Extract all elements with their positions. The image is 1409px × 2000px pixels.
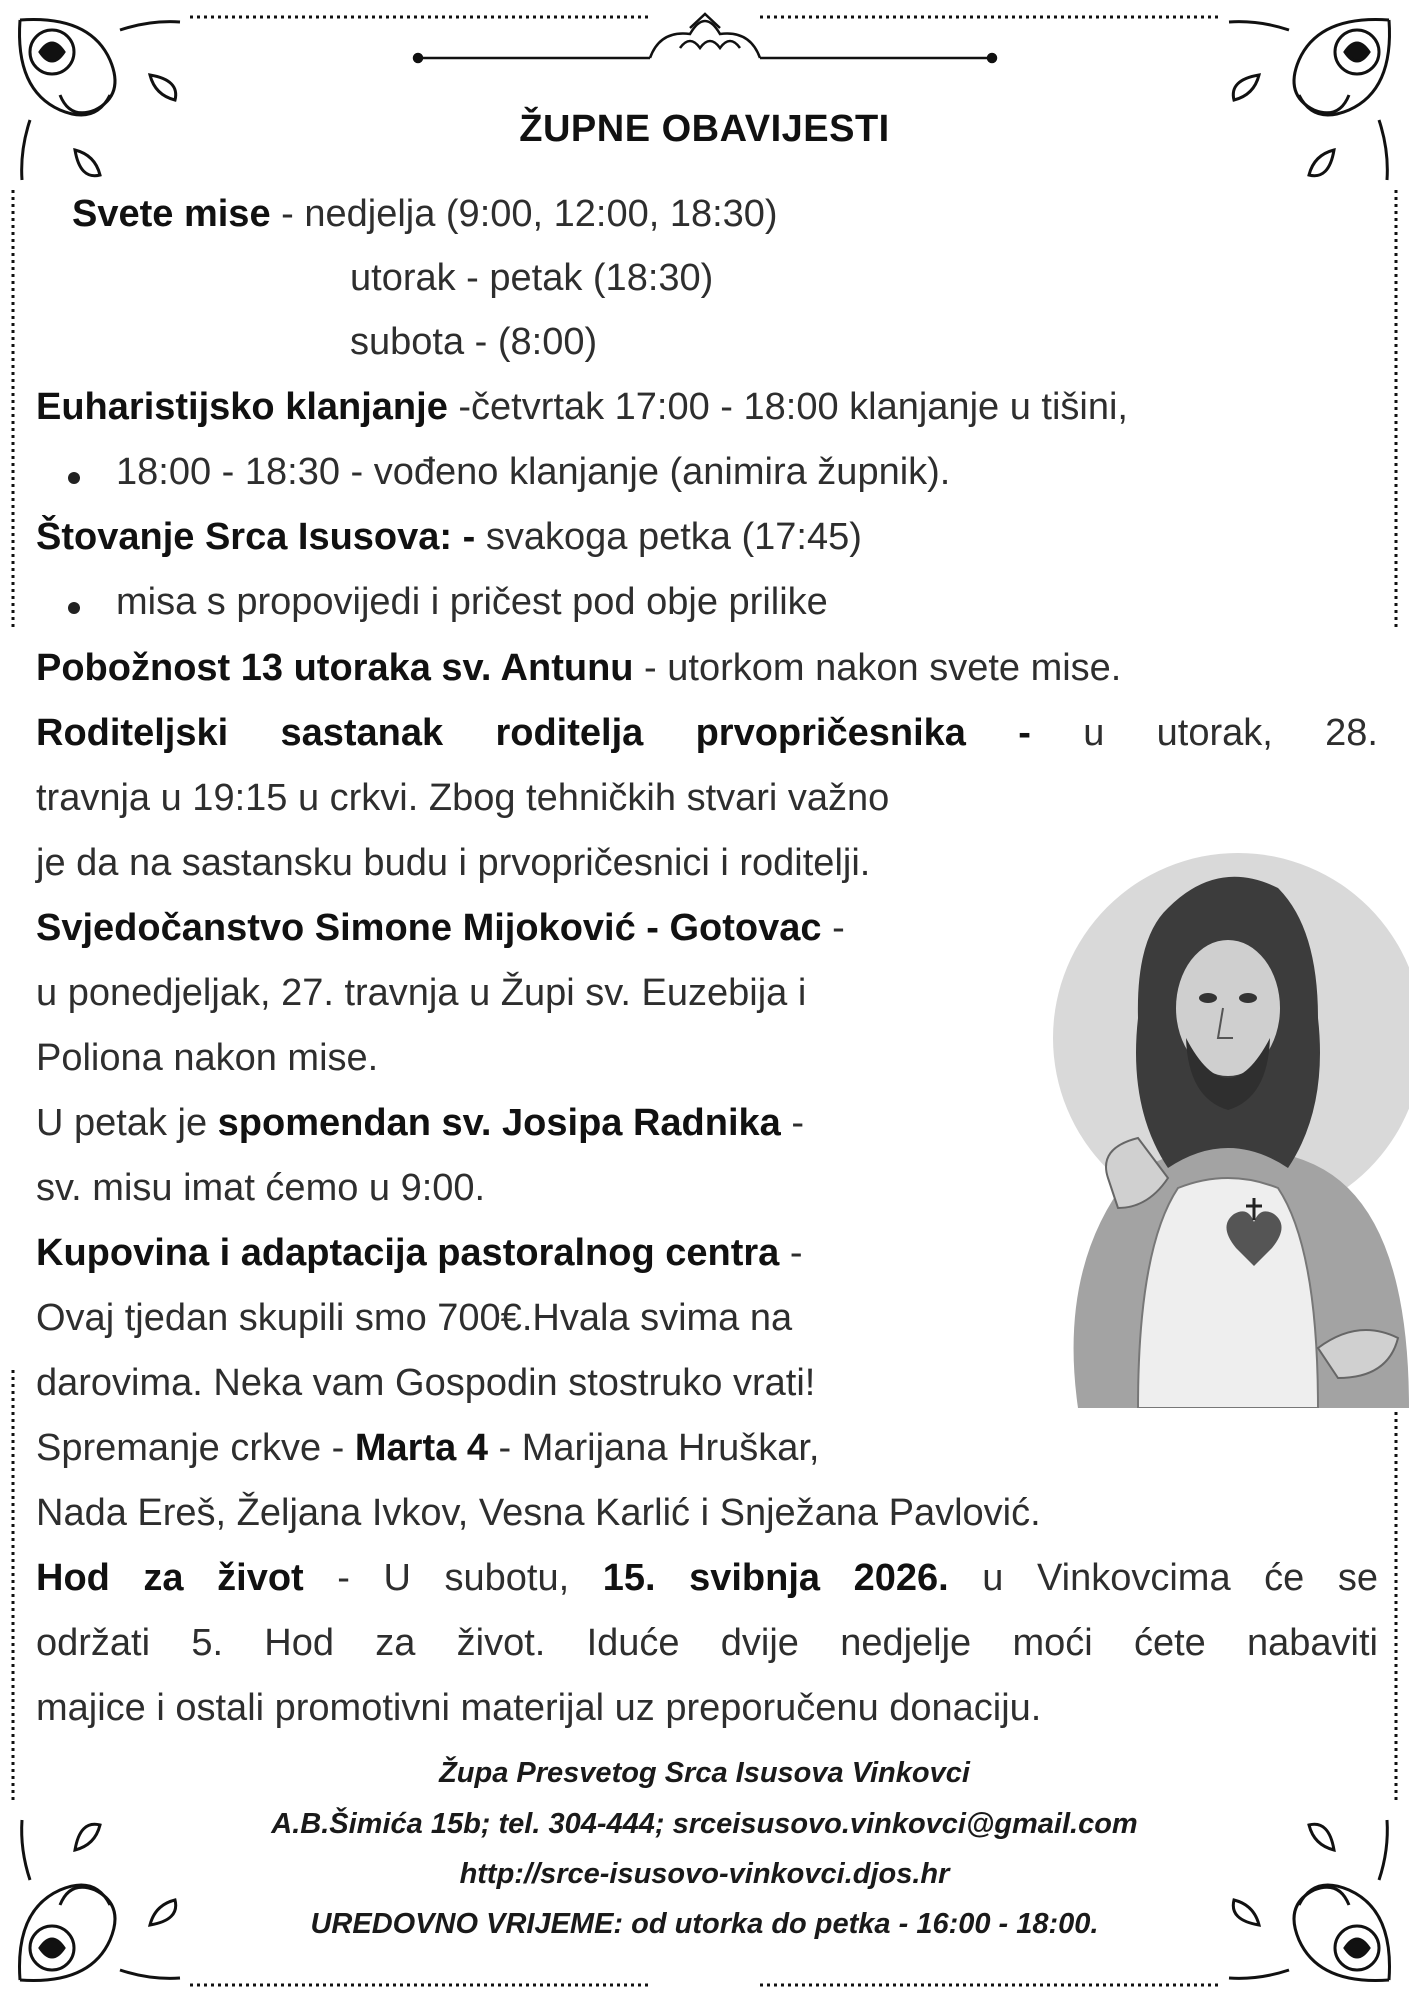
testimony-label: Svjedočanstvo Simone Mijoković - Gotovac <box>36 907 822 949</box>
cleaning-line <box>36 1426 820 1470</box>
mass-saturday: subota - (8:00) <box>350 321 598 363</box>
page-title: ŽUPNE OBAVIJESTI <box>519 108 890 150</box>
sacred-heart-text: svakoga petka (17:45) <box>475 516 862 558</box>
walk-end: u Vinkovcima će se <box>948 1557 1378 1599</box>
anthony-text: - utorkom nakon svete mise. <box>633 647 1122 689</box>
walk-date: 15. svibnja 2026. <box>602 1557 949 1599</box>
mass-times-line <box>72 192 778 236</box>
center-dash: - <box>779 1232 803 1274</box>
bullet-icon <box>68 602 80 614</box>
mass-sunday: - nedjelja (9:00, 12:00, 18:30) <box>270 193 778 235</box>
adoration-bullet: 18:00 - 18:30 - vođeno klanjanje (animira župnik). <box>116 451 951 493</box>
joseph-dash: - <box>780 1102 805 1144</box>
cleaning-text: - Marijana Hruškar, <box>487 1427 820 1469</box>
center-line <box>36 1231 803 1275</box>
adoration-label: Euharistijsko klanjanje <box>36 386 448 428</box>
parents-meeting-line2: travnja u 19:15 u crkvi. Zbog tehničkih stvari važno <box>36 777 890 819</box>
center-line2: Ovaj tjedan skupili smo 700€.Hvala svima na <box>36 1297 793 1339</box>
corner-ornament-top-right-icon <box>1229 20 1390 181</box>
mass-weekdays: utorak - petak (18:30) <box>350 257 714 299</box>
walk-line <box>36 1556 1378 1600</box>
center-label: Kupovina i adaptacija pastoralnog centra <box>36 1232 780 1274</box>
footer-parish: Župa Presvetog Srca Isusova Vinkovci <box>439 1757 970 1789</box>
walk-mid: - U subotu, <box>303 1557 603 1599</box>
sacred-heart-bullet: misa s propovijedi i pričest pod obje prilike <box>116 581 828 623</box>
cleaning-pre: Spremanje crkve - <box>36 1427 355 1469</box>
joseph-label: spomendan sv. Josipa Radnika <box>217 1102 781 1144</box>
sacred-heart-line <box>36 515 862 559</box>
testimony-line <box>36 906 845 950</box>
joseph-line2: sv. misu imat ćemo u 9:00. <box>36 1167 486 1209</box>
top-center-ornament-icon <box>414 14 996 62</box>
corner-ornament-bottom-right-icon <box>1229 1820 1390 1981</box>
footer-hours: UREDOVNO VRIJEME: od utorka do petka - 16:00 - 18:00. <box>310 1908 1099 1940</box>
anthony-line <box>36 646 1121 690</box>
cleaning-line2: Nada Ereš, Željana Ivkov, Vesna Karlić i Snježana Pavlović. <box>36 1492 1041 1534</box>
testimony-dash: - <box>821 907 845 949</box>
parents-meeting-text: u utorak, 28. <box>1030 712 1378 754</box>
mass-label: Svete mise <box>72 193 271 235</box>
parents-meeting-label: Roditeljski sastanak roditelja prvopričesnika - <box>36 712 1031 754</box>
testimony-line3: Poliona nakon mise. <box>36 1037 379 1079</box>
walk-line2: održati 5. Hod za život. Iduće dvije nedjelje moći ćete nabaviti <box>36 1622 1378 1664</box>
adoration-line <box>36 385 1128 429</box>
parents-meeting-line <box>36 711 1378 755</box>
walk-label: Hod za život <box>36 1557 304 1599</box>
sacred-heart-jesus-image <box>1018 848 1409 1408</box>
center-line3: darovima. Neka vam Gospodin stostruko vrati! <box>36 1362 816 1404</box>
anthony-label: Pobožnost 13 utoraka sv. Antunu <box>36 647 634 689</box>
bullet-icon <box>68 472 80 484</box>
sacred-heart-label: Štovanje Srca Isusova: - <box>36 516 476 558</box>
parents-meeting-line3: je da na sastansku budu i prvopričesnici i roditelji. <box>36 842 871 884</box>
testimony-line2: u ponedjeljak, 27. travnja u Župi sv. Euzebija i <box>36 972 807 1014</box>
footer-url: http://srce-isusovo-vinkovci.djos.hr <box>459 1858 950 1890</box>
corner-ornament-top-left-icon <box>20 20 181 181</box>
cleaning-label: Marta 4 <box>354 1427 488 1469</box>
walk-line3: majice i ostali promotivni materijal uz preporučenu donaciju. <box>36 1687 1042 1729</box>
joseph-pre: U petak je <box>36 1102 218 1144</box>
joseph-line <box>36 1101 804 1145</box>
adoration-text: -četvrtak 17:00 - 18:00 klanjanje u tišini, <box>447 386 1128 428</box>
footer-contact: A.B.Šimića 15b; tel. 304-444; srceisusovo.vinkovci@gmail.com <box>271 1808 1138 1840</box>
corner-ornament-bottom-left-icon <box>20 1820 181 1981</box>
